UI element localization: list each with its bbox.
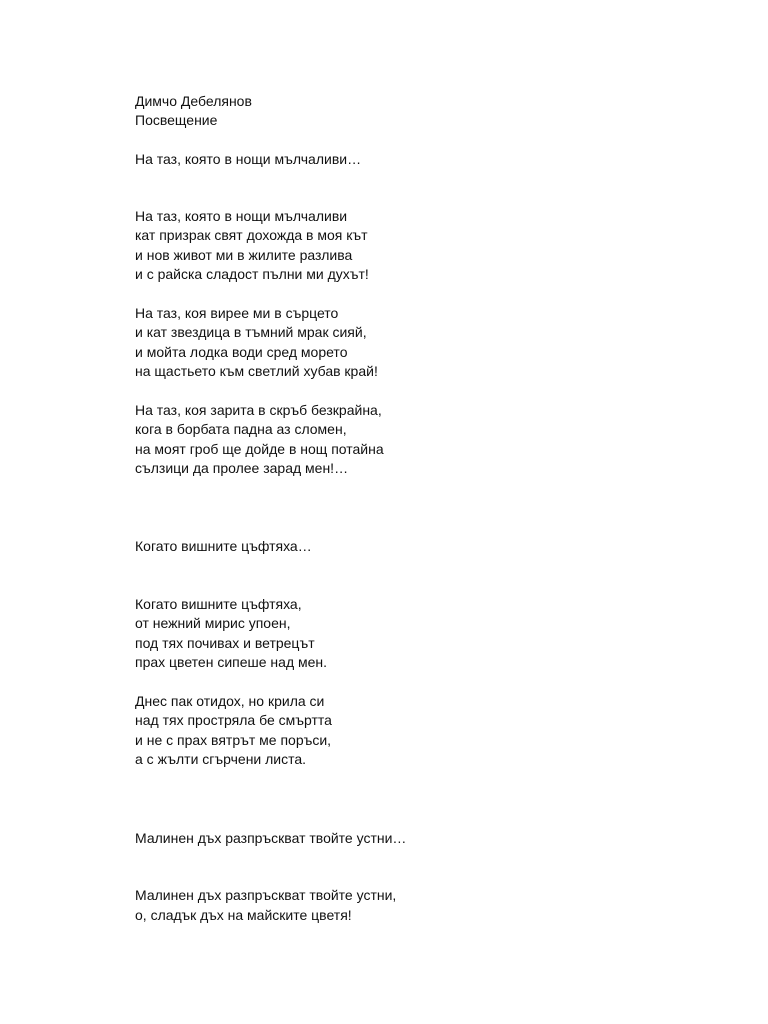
- poem-1-line: На таз, коя вирее ми в сърцето: [135, 305, 339, 321]
- author-name: Димчо Дебелянов: [135, 93, 252, 109]
- poem-1-line: и мойта лодка води сред морето: [135, 344, 348, 360]
- poem-2-line: над тях простряла бе смъртта: [135, 712, 332, 728]
- poem-2-line: под тях почивах и ветрецът: [135, 635, 315, 651]
- poem-1-line: и с райска сладост пълни ми духът!: [135, 266, 369, 282]
- poem-2-line: прах цветен сипеше над мен.: [135, 654, 328, 670]
- collection-title: Посвещение: [135, 112, 218, 128]
- poem-1-line: на щастьето към светлий хубав край!: [135, 363, 378, 379]
- poem-1-line: сълзици да пролее зарад мен!…: [135, 460, 349, 476]
- poem-2-line: от нежний мирис упоен,: [135, 615, 291, 631]
- poem-3-line: Малинен дъх разпръскват твойте устни,: [135, 887, 397, 903]
- poem-2-title: Когато вишните цъфтяха…: [135, 538, 312, 554]
- poem-1-line: и нов живот ми в жилите разлива: [135, 247, 353, 263]
- poem-1-line: кат призрак свят дохожда в моя кът: [135, 227, 368, 243]
- poem-1-title: На таз, която в нощи мълчаливи…: [135, 151, 362, 167]
- poem-1-line: кога в борбата падна аз сломен,: [135, 421, 347, 437]
- poem-1-line: и кат звездица в тъмний мрак сияй,: [135, 324, 367, 340]
- poem-1-line: На таз, която в нощи мълчаливи: [135, 208, 348, 224]
- poem-2-line: Днес пак отидох, но крила си: [135, 693, 325, 709]
- poem-2-line: Когато вишните цъфтяха,: [135, 596, 302, 612]
- poem-2-line: и не с прах вятрът ме поръси,: [135, 732, 332, 748]
- poem-2-line: а с жълти сгърчени листа.: [135, 751, 307, 767]
- poem-3-line: о, сладък дъх на майските цветя!: [135, 907, 352, 923]
- poem-1-line: На таз, коя зарита в скръб безкрайна,: [135, 402, 382, 418]
- poem-1-line: на моят гроб ще дойде в нощ потайна: [135, 441, 384, 457]
- poem-3-title: Малинен дъх разпръскват твойте устни…: [135, 830, 407, 846]
